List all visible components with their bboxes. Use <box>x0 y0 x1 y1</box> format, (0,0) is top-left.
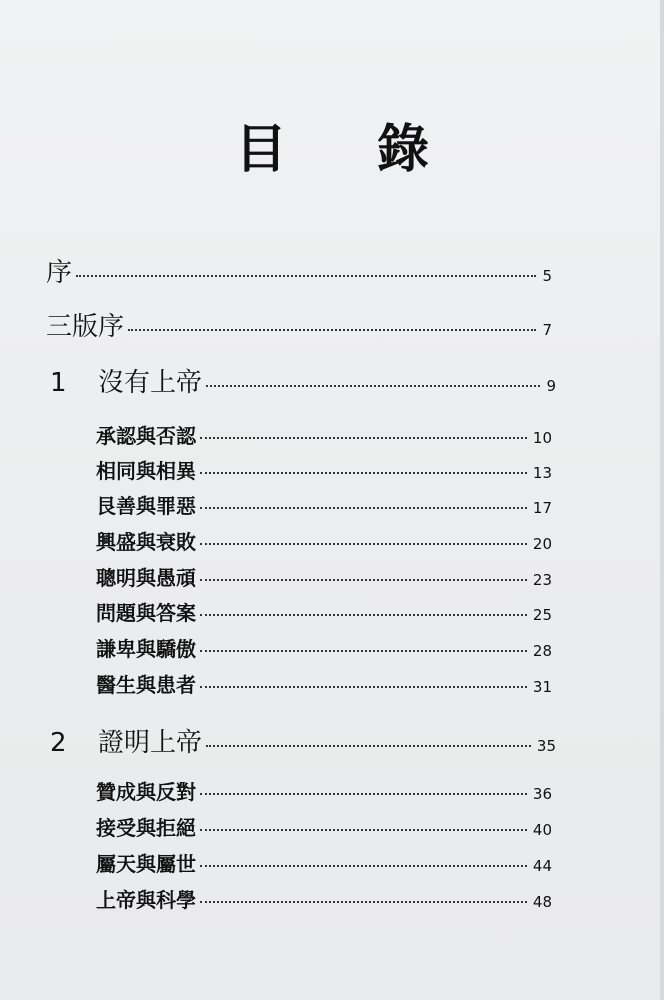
toc-section <box>96 455 552 484</box>
dot-leader <box>200 865 527 867</box>
dot-leader <box>200 793 527 795</box>
toc-page-number: 13 <box>532 464 552 482</box>
dot-leader <box>200 472 527 474</box>
toc-section <box>96 526 552 555</box>
chapter-title: 沒有上帝 <box>98 368 203 398</box>
toc-section <box>96 420 552 449</box>
toc-page-number: 40 <box>532 821 552 839</box>
toc-section <box>96 848 552 877</box>
toc-section <box>96 812 552 841</box>
dot-leader <box>200 437 527 439</box>
toc-entry-label: 三版序 <box>46 312 125 342</box>
toc-section-label: 興盛與衰敗 <box>96 530 196 554</box>
dot-leader <box>200 543 527 545</box>
toc-page-number: 5 <box>542 267 552 285</box>
toc-page-number: 28 <box>532 642 552 660</box>
toc-page-number: 25 <box>532 606 552 624</box>
dot-leader <box>200 614 527 616</box>
toc-page-number: 31 <box>532 678 552 696</box>
dot-leader <box>206 385 540 387</box>
toc-section-label: 贊成與反對 <box>96 780 196 804</box>
toc-section-label: 承認與否認 <box>96 424 196 448</box>
toc-section-label: 接受與拒絕 <box>96 816 196 840</box>
page-title: 目 錄 <box>234 120 466 180</box>
dot-leader <box>200 650 527 652</box>
toc-page-number: 44 <box>532 857 552 875</box>
toc-section-label: 相同與相異 <box>96 459 196 483</box>
dot-leader <box>200 901 527 903</box>
toc-section-label: 艮善與罪惡 <box>96 494 196 518</box>
chapter-title: 證明上帝 <box>98 728 203 758</box>
toc-page-number: 20 <box>532 535 552 553</box>
toc-section <box>96 884 552 913</box>
dot-leader <box>200 507 527 509</box>
toc-page-number: 7 <box>542 321 552 339</box>
toc-page-number: 9 <box>546 377 556 395</box>
toc-section-label: 謙卑與驕傲 <box>96 637 196 661</box>
toc-section <box>96 562 552 591</box>
toc-section-label: 上帝與科學 <box>96 888 196 912</box>
toc-page-number: 35 <box>536 737 556 755</box>
toc-entry-label: 序 <box>46 258 73 288</box>
toc-page-number: 48 <box>532 893 552 911</box>
chapter-number: 2 <box>50 728 67 758</box>
toc-page-number: 36 <box>532 785 552 803</box>
toc-section <box>96 669 552 698</box>
toc-page-number: 23 <box>532 571 552 589</box>
dot-leader <box>76 275 536 277</box>
toc-entry-third-edition-preface <box>46 306 552 343</box>
dot-leader <box>206 745 531 747</box>
toc-section <box>96 490 552 519</box>
toc-section <box>96 776 552 805</box>
toc-section <box>96 633 552 662</box>
chapter-number: 1 <box>50 368 67 398</box>
dot-leader <box>200 686 527 688</box>
toc-chapter-1 <box>50 362 556 399</box>
dot-leader <box>128 329 536 331</box>
toc-page-number: 17 <box>532 499 552 517</box>
toc-section <box>96 597 552 626</box>
toc-page-number: 10 <box>532 429 552 447</box>
toc-chapter-2 <box>50 722 556 759</box>
toc-section-label: 屬天與屬世 <box>96 852 196 876</box>
toc-section-label: 問題與答案 <box>96 601 196 625</box>
toc-section-label: 醫生與患者 <box>96 673 196 697</box>
dot-leader <box>200 579 527 581</box>
page-edge <box>660 0 664 1000</box>
dot-leader <box>200 829 527 831</box>
toc-entry-preface <box>46 252 552 289</box>
toc-section-label: 聰明與愚頑 <box>96 566 196 590</box>
